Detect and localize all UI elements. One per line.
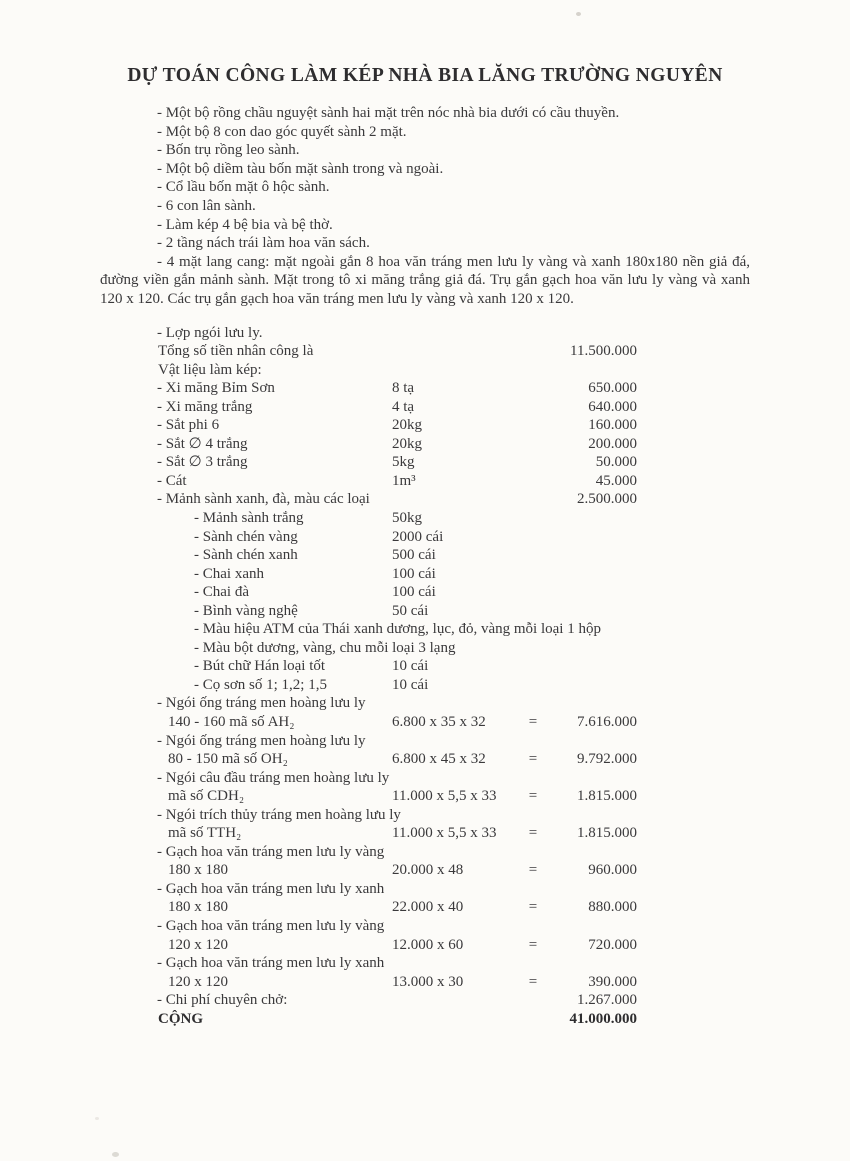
table-row [100, 565, 750, 584]
row-label: - Mảnh sành trắng [194, 510, 304, 526]
row-label: 120 x 120 [168, 973, 228, 990]
row-quantity: 11.000 x 5,5 x 33 [392, 825, 497, 842]
cost-table [100, 324, 750, 1029]
row-quantity: 2000 cái [392, 528, 444, 545]
table-row [100, 602, 750, 621]
row-quantity: 1m³ [392, 472, 416, 489]
row-quantity: 10 cái [392, 676, 429, 693]
equals-sign: = [528, 714, 538, 731]
document-title: DỰ TOÁN CÔNG LÀM KÉP NHÀ BIA LĂNG TRƯỜNG NGUYÊN [127, 65, 723, 86]
table-row [100, 546, 750, 565]
row-label: - Chi phí chuyên chở: [157, 992, 288, 1009]
row-label: - Gạch hoa văn tráng men lưu ly vàng [157, 918, 385, 935]
row-quantity: 5kg [392, 454, 415, 471]
row-amount: 880.000 [588, 899, 637, 916]
row-amount: 650.000 [588, 380, 637, 397]
row-amount: 720.000 [588, 936, 637, 953]
row-quantity: 4 tạ [392, 398, 415, 415]
table-row [100, 787, 750, 806]
list-item: - Làm kép 4 bệ bia và bệ thờ. [157, 216, 333, 233]
scan-speck [112, 1152, 119, 1157]
row-quantity: 50kg [392, 510, 422, 526]
row-label: 180 x 180 [168, 862, 228, 879]
table-row [100, 509, 750, 528]
row-label: Vật liệu làm kép: [158, 361, 262, 378]
row-amount: 160.000 [588, 417, 637, 434]
row-label: - Ngói ống tráng men hoàng lưu ly [157, 695, 366, 712]
list-item: - 2 tầng nách trái làm hoa văn sách. [157, 235, 370, 252]
table-row [100, 416, 750, 435]
row-label: - Bút chữ Hán loại tốt [194, 658, 326, 675]
row-label: - Màu bột dương, vàng, chu mỗi loại 3 lạng [194, 639, 456, 656]
row-label: - Gạch hoa văn tráng men lưu ly xanh [157, 955, 385, 972]
table-row [100, 991, 750, 1010]
row-label: - Xi măng Bỉm Sơn [157, 380, 275, 397]
row-quantity: 20kg [392, 417, 422, 434]
row-quantity: 20kg [392, 435, 422, 452]
row-label: - Cọ sơn số 1; 1,2; 1,5 [194, 676, 327, 693]
row-label: - Cát [157, 472, 187, 489]
row-label: - Lợp ngói lưu ly. [157, 324, 263, 341]
table-row [100, 435, 750, 454]
row-label: - Sắt phi 6 [157, 417, 220, 434]
row-quantity: 10 cái [392, 658, 429, 675]
equals-sign: = [528, 936, 538, 953]
row-label: - Mảnh sành xanh, đà, màu các loại [157, 491, 370, 508]
row-amount: 2.500.000 [577, 491, 637, 508]
row-quantity: 13.000 x 30 [392, 973, 464, 990]
row-label: - Ngói ống tráng men hoàng lưu ly [157, 732, 366, 749]
row-amount: 960.000 [588, 862, 637, 879]
table-row [100, 750, 750, 769]
table-row [100, 528, 750, 547]
row-label: Tổng số tiền nhân công là [158, 343, 314, 360]
table-row [100, 398, 750, 417]
equals-sign: = [528, 973, 538, 990]
list-item: - Một bộ rồng chầu nguyệt sành hai mặt trên nóc nhà bia dưới có cầu thuyền. [157, 105, 620, 121]
row-quantity: 6.800 x 35 x 32 [392, 714, 486, 731]
row-quantity: 22.000 x 40 [392, 899, 464, 916]
row-label: - Sành chén xanh [194, 547, 298, 564]
table-row [100, 490, 750, 509]
row-label: 80 - 150 mã số OH₂ [168, 751, 288, 768]
table-row [100, 973, 750, 992]
row-label: CỘNG [158, 1010, 203, 1027]
list-item: - Cổ lầu bốn mặt ô hộc sành. [157, 179, 330, 196]
paragraph-lang-cang: - 4 mặt lang cang: mặt ngoài gắn 8 hoa văn tráng men lưu ly vàng và xanh 180x180 nền giả đá, đường viền gắn mảnh sành. Mặt trong tô xi măng trắng giả đá. Trụ gắn gạch hoa văn lưu ly vàng và xanh 120 x 120. Các trụ gắn gạch hoa văn tráng men lưu ly vàng và xanh 120 x 120. [100, 253, 750, 307]
table-row [100, 732, 750, 751]
row-label: - Ngói câu đầu tráng men hoàng lưu ly [157, 769, 390, 786]
row-label: - Gạch hoa văn tráng men lưu ly vàng [157, 843, 385, 860]
table-row [100, 713, 750, 732]
equals-sign: = [528, 751, 538, 768]
row-label: - Gạch hoa văn tráng men lưu ly xanh [157, 880, 385, 897]
equals-sign: = [528, 862, 538, 879]
table-row [100, 936, 750, 955]
row-quantity: 500 cái [392, 547, 436, 564]
table-row [100, 880, 750, 899]
equals-sign: = [528, 825, 538, 842]
row-label: mã số CDH₂ [168, 788, 245, 805]
row-amount: 7.616.000 [577, 714, 637, 731]
row-label: - Sắt ∅ 4 trắng [157, 435, 248, 452]
row-label: mã số TTH₂ [168, 825, 242, 842]
table-row [100, 843, 750, 862]
row-amount: 390.000 [588, 973, 637, 990]
table-row [100, 639, 750, 658]
row-label: - Chai xanh [194, 565, 264, 582]
row-quantity: 12.000 x 60 [392, 936, 464, 953]
row-amount: 11.500.000 [570, 343, 637, 360]
row-label: 140 - 160 mã số AH₂ [168, 714, 295, 731]
row-quantity: 6.800 x 45 x 32 [392, 751, 486, 768]
table-row [100, 954, 750, 973]
table-row [100, 657, 750, 676]
row-quantity: 11.000 x 5,5 x 33 [392, 788, 497, 805]
row-amount: 1.267.000 [577, 992, 637, 1009]
row-label: - Sắt ∅ 3 trắng [157, 454, 248, 471]
list-item: - 6 con lân sành. [157, 197, 256, 214]
list-item: - Bốn trụ rồng leo sành. [157, 142, 300, 159]
row-label: - Chai đà [194, 584, 249, 601]
row-label: - Bình vàng nghệ [194, 602, 298, 619]
row-amount: 1.815.000 [577, 788, 637, 805]
row-amount: 50.000 [595, 454, 637, 471]
row-amount: 1.815.000 [577, 825, 637, 842]
row-quantity: 8 tạ [392, 380, 415, 397]
table-row [100, 453, 750, 472]
table-row [100, 898, 750, 917]
table-row [100, 676, 750, 695]
bullet-list [100, 104, 750, 253]
table-row [100, 824, 750, 843]
row-label: 120 x 120 [168, 936, 228, 953]
row-label: - Xi măng trắng [157, 398, 253, 415]
scan-speck [95, 1117, 99, 1120]
table-row [100, 583, 750, 602]
row-quantity: 20.000 x 48 [392, 862, 464, 879]
equals-sign: = [528, 899, 538, 916]
table-row [100, 917, 750, 936]
document-content [100, 0, 750, 1028]
table-row [100, 769, 750, 788]
row-amount: 45.000 [595, 472, 637, 489]
equals-sign: = [528, 788, 538, 805]
row-amount: 9.792.000 [577, 751, 637, 768]
row-label: - Ngói trích thủy tráng men hoàng lưu ly [157, 806, 401, 823]
table-row [100, 861, 750, 880]
table-row [100, 324, 750, 343]
row-amount: 200.000 [588, 435, 637, 452]
list-item: - Một bộ diềm tàu bốn mặt sành trong và ngoài. [157, 160, 444, 177]
table-row [100, 342, 750, 361]
row-label: 180 x 180 [168, 899, 228, 916]
table-row [100, 1010, 750, 1029]
table-row [100, 806, 750, 825]
table-row [100, 620, 750, 639]
row-quantity: 100 cái [392, 584, 436, 601]
table-row [100, 472, 750, 491]
row-amount: 41.000.000 [569, 1010, 637, 1027]
table-row [100, 361, 750, 380]
row-label: - Màu hiệu ATM của Thái xanh dương, lục, đỏ, vàng mỗi loại 1 hộp [194, 621, 601, 638]
row-amount: 640.000 [588, 398, 637, 415]
list-item: - Một bộ 8 con dao góc quyết sành 2 mặt. [157, 123, 407, 140]
table-row [100, 379, 750, 398]
row-quantity: 50 cái [392, 602, 429, 619]
table-row [100, 694, 750, 713]
row-quantity: 100 cái [392, 565, 436, 582]
row-label: - Sành chén vàng [194, 528, 298, 545]
